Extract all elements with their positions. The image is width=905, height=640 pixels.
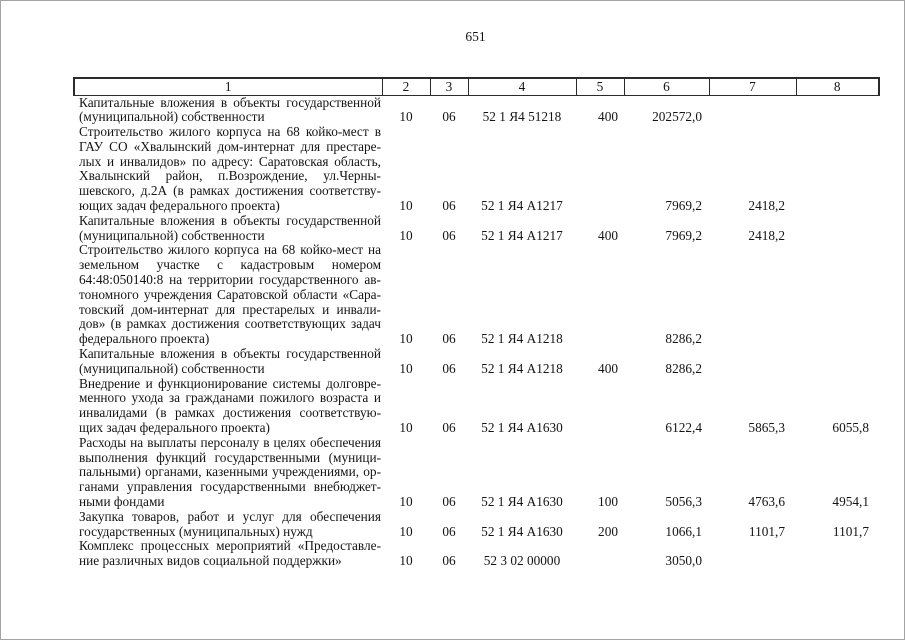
cell-section-code: 10 (399, 553, 413, 569)
title-line: ГАУ СО «Хвалынский дом-интернат для престаре- (79, 138, 381, 154)
title-line: товский дом-интернат для престарелых и инвали- (79, 301, 381, 317)
cell-amount-year3 (796, 214, 879, 244)
title-line: государственных (муниципальных) нужд (79, 523, 313, 539)
header-cell-8: 8 (796, 78, 879, 95)
table-body (74, 95, 879, 569)
title-line: Комплекс процессных мероприятий «Предоставле- (79, 538, 381, 554)
table-row (74, 95, 879, 125)
title-line: земельном участке с кадастровым номером (79, 257, 381, 273)
cell-section-code: 10 (399, 420, 413, 436)
cell-target-article-code: 52 1 Я4 51218 (482, 109, 562, 125)
title-line: инвалидами (в рамках достижения соответствую- (79, 405, 381, 421)
header-cell-3: 3 (430, 78, 468, 95)
cell-amount-year2 (709, 347, 796, 377)
cell-amount-year3 (796, 95, 879, 125)
cell-amount-year2: 5865,3 (748, 420, 785, 436)
cell-amount-year2 (709, 243, 796, 347)
cell-amount-year3: 6055,8 (832, 420, 869, 436)
cell-amount-year1: 8286,2 (665, 360, 702, 376)
cell-expense-type-code: 400 (598, 109, 618, 125)
table-row (74, 539, 879, 569)
header-cell-5: 5 (576, 78, 624, 95)
header-cell-1: 1 (74, 78, 382, 95)
table-row (74, 436, 879, 510)
cell-title (74, 539, 382, 569)
cell-amount-year2 (709, 539, 796, 569)
cell-subsection-code: 06 (442, 360, 456, 376)
cell-target-article-code: 52 3 02 00000 (483, 553, 561, 569)
cell-expense-type-code: 400 (598, 227, 618, 243)
cell-expense-type-code (576, 539, 624, 569)
cell-title (74, 377, 382, 436)
cell-section-code: 10 (399, 331, 413, 347)
cell-amount-year3 (796, 125, 879, 214)
cell-amount-year2 (709, 95, 796, 125)
cell-expense-type-code (576, 125, 624, 214)
cell-section-code: 10 (399, 109, 413, 125)
title-line: Капитальные вложения в объекты государственной (79, 94, 381, 110)
title-line: (муниципальной) собственности (79, 227, 265, 243)
cell-amount-year3 (796, 539, 879, 569)
title-line: ганами управления государственными внебюджет- (79, 479, 381, 495)
title-line: ние различных видов социальной поддержки» (79, 553, 342, 569)
cell-section-code: 10 (399, 227, 413, 243)
cell-title (74, 436, 382, 510)
table-row (74, 214, 879, 244)
cell-amount-year1: 3050,0 (665, 553, 702, 569)
cell-amount-year1: 6122,4 (665, 420, 702, 436)
table-row (74, 377, 879, 436)
title-line: дов» (в рамках достижения соответствующих задач (79, 316, 381, 332)
cell-amount-year1: 5056,3 (665, 494, 702, 510)
cell-section-code: 10 (399, 523, 413, 539)
cell-target-article-code: 52 1 Я4 А1630 (481, 494, 563, 510)
title-line: тономного учреждения Саратовской области «Сара- (79, 286, 381, 302)
cell-amount-year2: 2418,2 (748, 198, 785, 214)
cell-subsection-code: 06 (442, 494, 456, 510)
title-line: ными фондами (79, 494, 165, 510)
cell-amount-year1: 7969,2 (665, 198, 702, 214)
title-line: федерального проекта) (79, 331, 210, 347)
cell-target-article-code: 52 1 Я4 А1630 (481, 523, 563, 539)
title-line: Закупка товаров, работ и услуг для обеспечения (79, 508, 381, 524)
title-line: менного ухода за гражданами пожилого возраста и (79, 390, 381, 406)
cell-target-article-code: 52 1 Я4 А1217 (481, 227, 563, 243)
cell-subsection-code: 06 (442, 227, 456, 243)
title-line: Хвалынский район, п.Возрождение, ул.Черны- (79, 168, 381, 184)
title-line: выполнения функций государственными (муници- (79, 449, 381, 465)
cell-subsection-code: 06 (442, 553, 456, 569)
header-cell-4: 4 (468, 78, 576, 95)
cell-expense-type-code: 100 (598, 494, 618, 510)
title-line: (муниципальной) собственности (79, 360, 265, 376)
cell-amount-year1: 202572,0 (652, 109, 702, 125)
table-row (74, 125, 879, 214)
cell-title (74, 125, 382, 214)
title-line: щих задач федерального проекта) (79, 420, 270, 436)
cell-amount-year3 (796, 243, 879, 347)
cell-amount-year1: 7969,2 (665, 227, 702, 243)
cell-title (74, 214, 382, 244)
title-line: Капитальные вложения в объекты государственной (79, 212, 381, 228)
table-row (74, 510, 879, 540)
cell-title (74, 243, 382, 347)
cell-expense-type-code (576, 377, 624, 436)
title-line: Строительство жилого корпуса на 68 койко-мест в (79, 124, 381, 140)
title-line: Капитальные вложения в объекты государственной (79, 346, 381, 362)
title-line: Расходы на выплаты персоналу в целях обеспечения (79, 434, 381, 450)
cell-title (74, 510, 382, 540)
table-row (74, 243, 879, 347)
title-line: Внедрение и функционирование системы долговре- (79, 375, 381, 391)
cell-expense-type-code: 200 (598, 523, 618, 539)
budget-table (73, 77, 880, 569)
cell-subsection-code: 06 (442, 109, 456, 125)
cell-subsection-code: 06 (442, 523, 456, 539)
table-header-row (74, 78, 879, 95)
title-line: Строительство жилого корпуса на 68 койко-мест на (79, 242, 381, 258)
cell-subsection-code: 06 (442, 331, 456, 347)
page-number: 651 (465, 29, 486, 44)
cell-expense-type-code (576, 243, 624, 347)
title-line: пальными) органами, казенными учреждениями, ор- (79, 464, 381, 480)
cell-title (74, 347, 382, 377)
header-cell-6: 6 (624, 78, 709, 95)
cell-title (74, 95, 382, 125)
cell-target-article-code: 52 1 Я4 А1218 (481, 331, 563, 347)
cell-expense-type-code: 400 (598, 360, 618, 376)
cell-section-code: 10 (399, 494, 413, 510)
title-line: 64:48:050140:8 на территории государственного ав- (79, 272, 381, 288)
title-line: шевского, д.2А (в рамках достижения соответству- (79, 183, 381, 199)
title-line: ющих задач федерального проекта) (79, 198, 280, 214)
cell-target-article-code: 52 1 Я4 А1217 (481, 198, 563, 214)
header-cell-7: 7 (709, 78, 796, 95)
cell-amount-year3 (796, 347, 879, 377)
cell-amount-year3: 4954,1 (832, 494, 869, 510)
cell-amount-year2: 2418,2 (748, 227, 785, 243)
header-cell-2: 2 (382, 78, 430, 95)
table-row (74, 347, 879, 377)
cell-amount-year1: 8286,2 (665, 331, 702, 347)
cell-amount-year2: 1101,7 (748, 523, 785, 539)
cell-section-code: 10 (399, 360, 413, 376)
document-body (73, 1, 878, 569)
cell-target-article-code: 52 1 Я4 А1630 (481, 420, 563, 436)
cell-section-code: 10 (399, 198, 413, 214)
cell-subsection-code: 06 (442, 420, 456, 436)
cell-amount-year3: 1101,7 (832, 523, 869, 539)
title-line: лых и инвалидов» по адресу: Саратовская область, (79, 153, 381, 169)
cell-amount-year1: 1066,1 (665, 523, 702, 539)
cell-amount-year2: 4763,6 (748, 494, 785, 510)
cell-subsection-code: 06 (442, 198, 456, 214)
title-line: (муниципальной) собственности (79, 109, 265, 125)
cell-target-article-code: 52 1 Я4 А1218 (481, 360, 563, 376)
